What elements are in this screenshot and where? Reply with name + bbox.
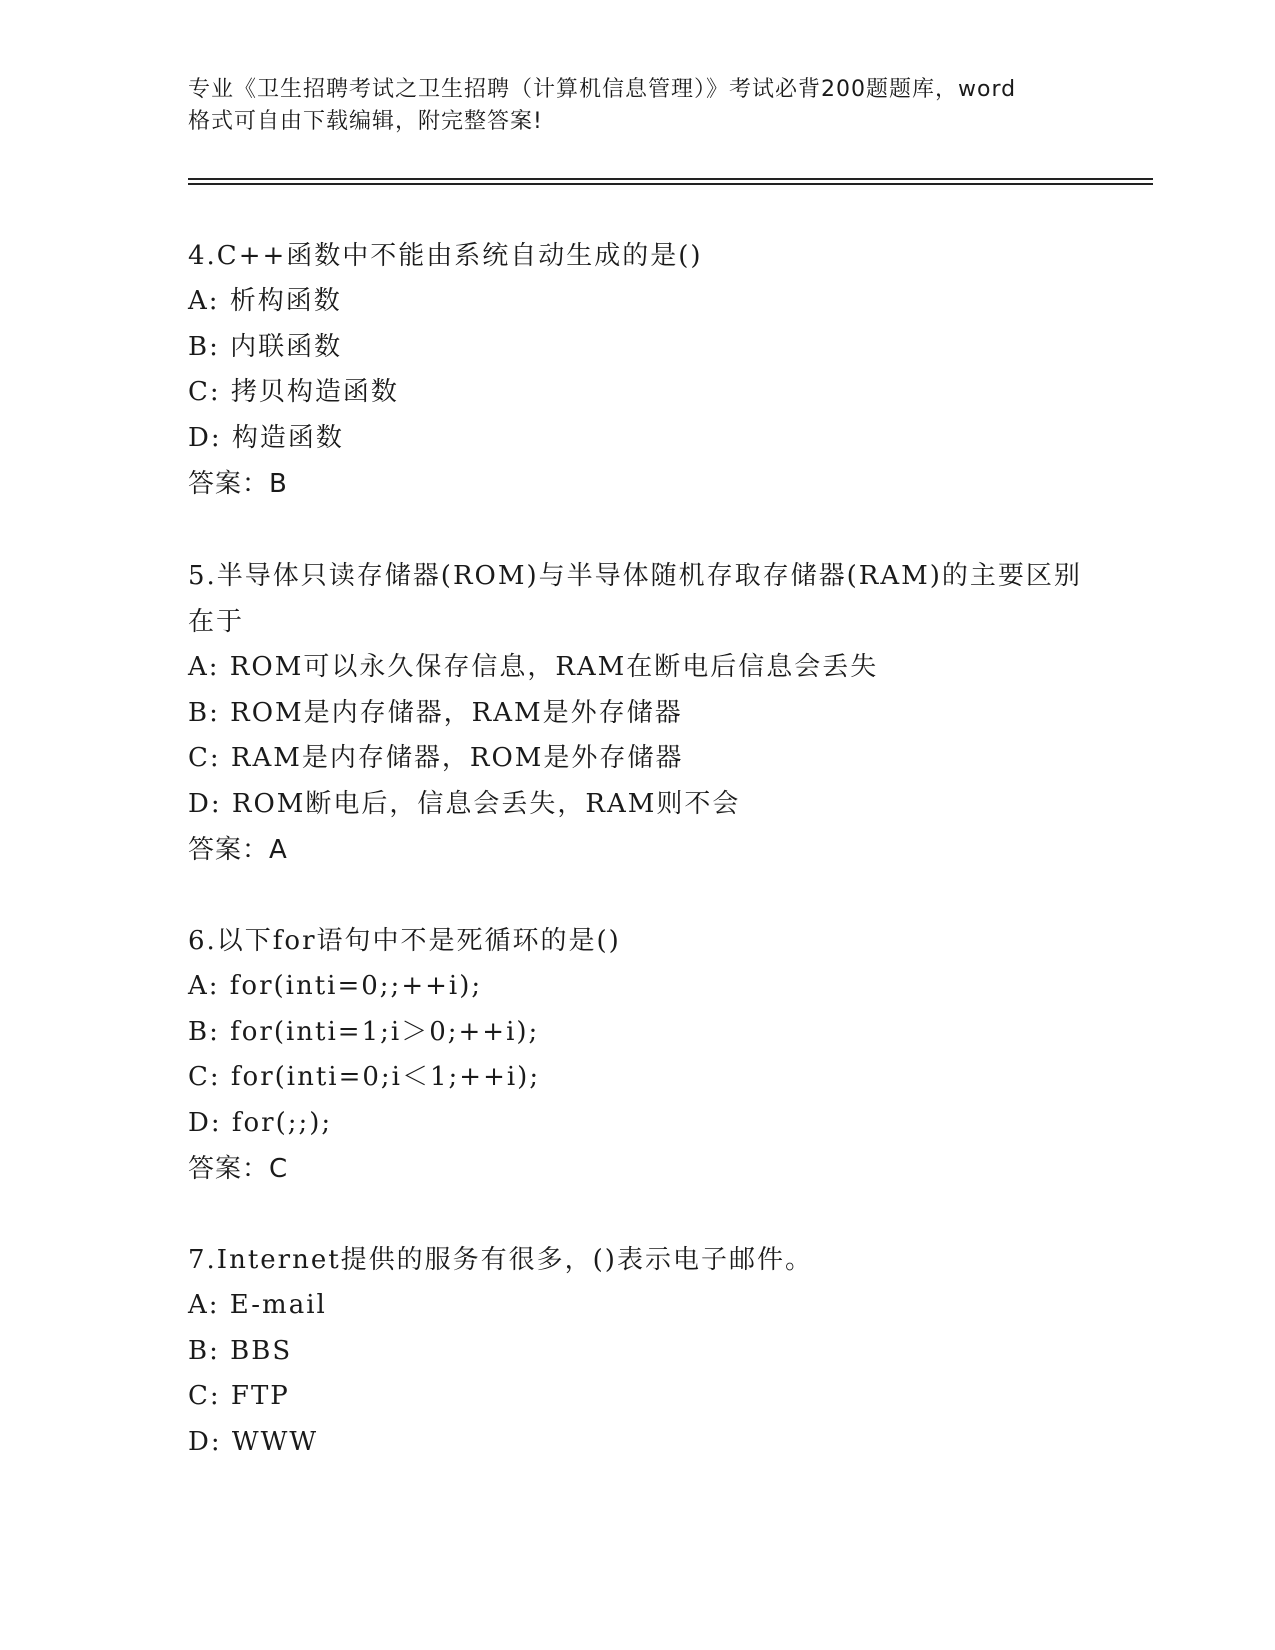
question-text: 4.C++函数中不能由系统自动生成的是() — [188, 241, 703, 271]
option-c: C: for(inti=0;i＜1;++i); — [188, 1062, 541, 1092]
option-a: A: ROM可以永久保存信息，RAM在断电后信息会丢失 — [188, 652, 879, 682]
question-text: 7.Internet提供的服务有很多，()表示电子邮件。 — [188, 1245, 813, 1275]
document-header — [188, 74, 1088, 138]
option-d: D: ROM断电后，信息会丢失，RAM则不会 — [188, 788, 741, 819]
question-5 — [188, 553, 1088, 873]
answer-label: 答案：C — [188, 1154, 289, 1184]
option-a: A: E-mail — [188, 1290, 327, 1320]
answer-label: 答案：B — [188, 469, 288, 499]
option-b: B: BBS — [188, 1335, 293, 1366]
option-b: B: 内联函数 — [188, 331, 343, 362]
option-b: B: ROM是内存储器，RAM是外存储器 — [188, 697, 683, 728]
option-d: D: WWW — [188, 1426, 319, 1457]
option-a: A: for(inti=0;;++i); — [188, 971, 483, 1001]
header-divider-top — [188, 178, 1153, 180]
option-c: C: RAM是内存储器，ROM是外存储器 — [188, 743, 684, 773]
header-line-2: 格式可自由下载编辑，附完整答案! — [188, 109, 543, 134]
question-text: 6.以下for语句中不是死循环的是() — [188, 926, 621, 956]
option-d: D: 构造函数 — [188, 422, 344, 453]
question-7 — [188, 1237, 1088, 1465]
option-c: C: 拷贝构造函数 — [188, 377, 399, 407]
option-c: C: FTP — [188, 1381, 290, 1411]
question-6 — [188, 918, 1088, 1192]
answer-label: 答案：A — [188, 835, 288, 865]
header-divider-bottom — [188, 183, 1153, 185]
question-4 — [188, 233, 1088, 507]
option-a: A: 析构函数 — [188, 286, 342, 316]
question-text: 5.半导体只读存储器(ROM)与半导体随机存取存储器(RAM)的主要区别在于 — [188, 561, 1082, 637]
option-d: D: for(;;); — [188, 1107, 333, 1138]
option-b: B: for(inti=1;i＞0;++i); — [188, 1016, 540, 1047]
header-line-1: 专业《卫生招聘考试之卫生招聘（计算机信息管理）》考试必背200题题库，word — [188, 77, 1017, 102]
